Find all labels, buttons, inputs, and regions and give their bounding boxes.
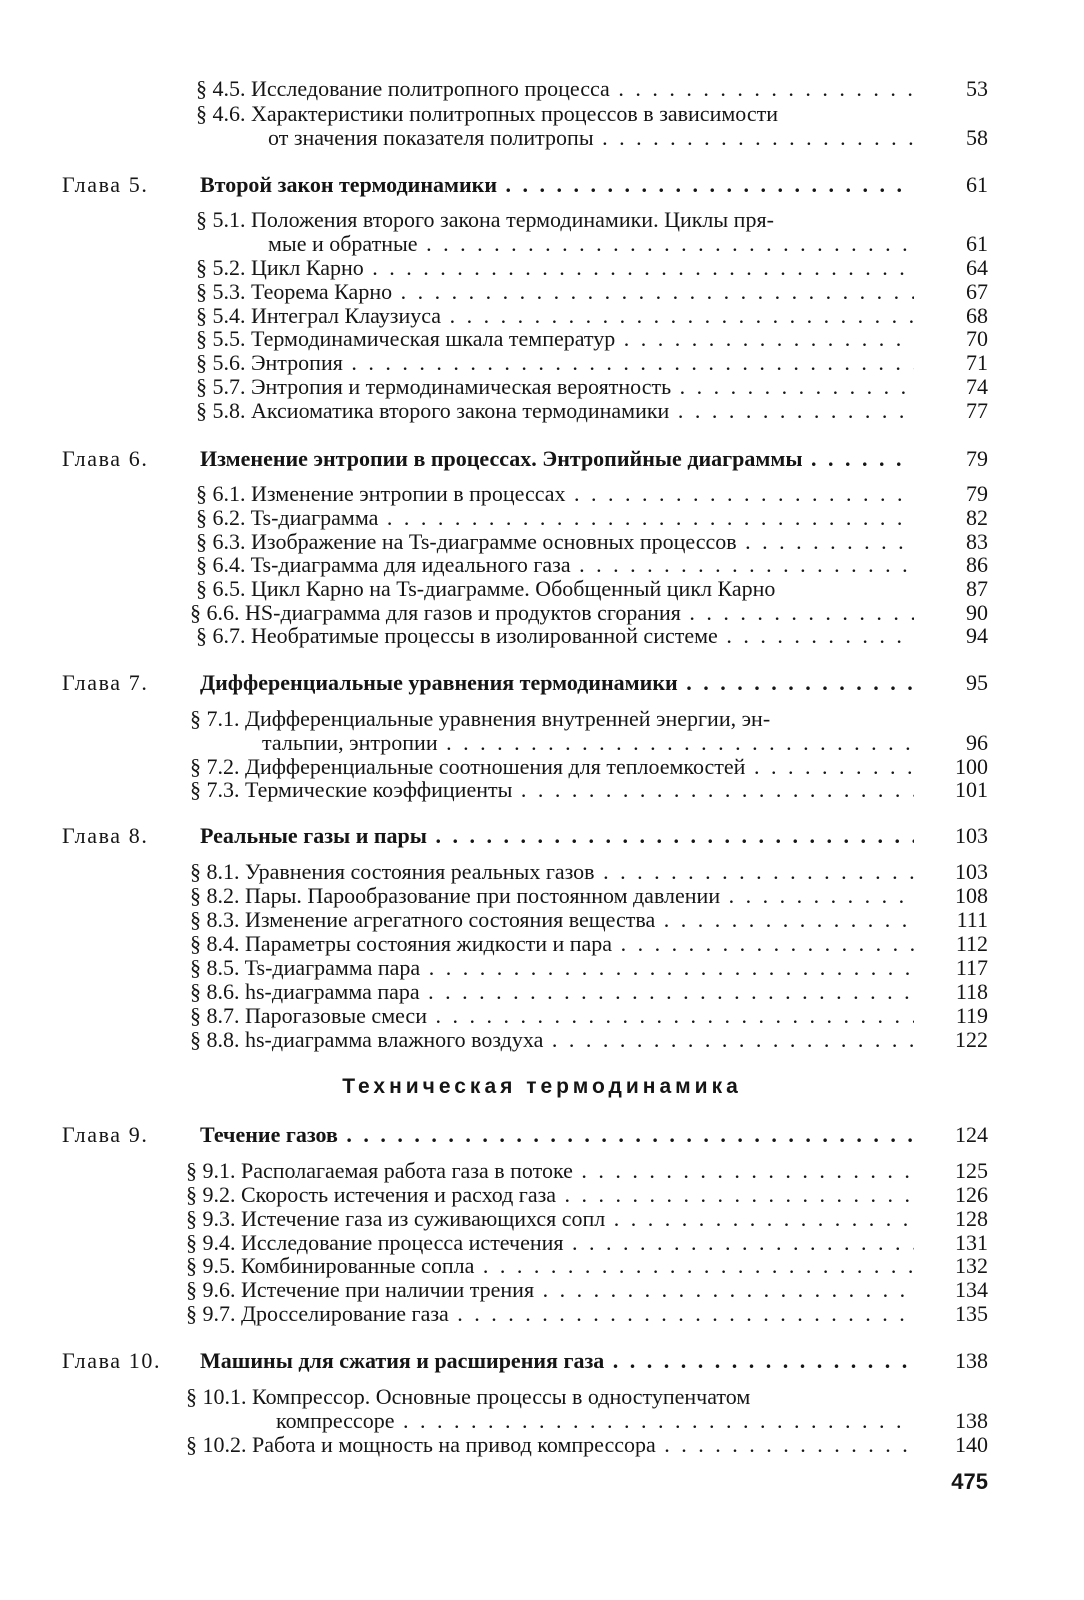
toc-section-entry [0, 256, 1084, 280]
section-title: § 5.2. Цикл Карно . . . [196, 256, 914, 280]
toc-section-entry [0, 506, 1084, 530]
toc-section-entry [0, 1278, 1084, 1302]
toc-section-entry [0, 102, 1084, 126]
section-title: § 5.6. Энтропия . . . [196, 351, 914, 375]
section-title: § 4.5. Исследование политропного процесса . . . [196, 77, 914, 101]
toc-section-entry [0, 755, 1084, 779]
page-ref: 108 [955, 883, 988, 908]
page-ref: 96 [966, 730, 988, 755]
page-ref: 135 [955, 1301, 988, 1326]
chapter-title: Изменение энтропии в процессах. Энтропийные диаграммы . . . [200, 447, 914, 471]
section-title: § 6.6. HS-диаграмма для газов и продуктов сгорания . . . [190, 601, 914, 625]
toc-section-entry [0, 232, 1084, 256]
chapter-label: Глава 9. [62, 1122, 149, 1147]
page-ref: 58 [966, 125, 988, 150]
toc-section-entry [0, 908, 1084, 932]
section-title: тальпии, энтропии . . . [262, 731, 914, 755]
toc-section-entry [0, 1028, 1084, 1052]
toc-section-entry [0, 1159, 1084, 1183]
toc-chapter-entry [0, 671, 1084, 695]
toc-section-entry [0, 1433, 1084, 1457]
toc-section-entry [0, 884, 1084, 908]
section-title: § 6.7. Необратимые процессы в изолированной системе . . . [196, 624, 914, 648]
page-ref: 94 [966, 623, 988, 648]
page-ref: 122 [955, 1027, 988, 1052]
toc-section-entry [0, 280, 1084, 304]
toc-section-entry [0, 351, 1084, 375]
section-title: § 10.2. Работа и мощность на привод компрессора . . . [186, 1433, 914, 1457]
toc-section-entry [0, 399, 1084, 423]
toc-section-entry [0, 553, 1084, 577]
section-title: § 5.8. Аксиоматика второго закона термодинамики . . . [196, 399, 914, 423]
page-ref: 61 [966, 172, 988, 197]
page-ref: 67 [966, 279, 988, 304]
toc-section-entry [0, 77, 1084, 101]
toc-chapter-entry [0, 447, 1084, 471]
page-ref: 103 [955, 823, 988, 848]
page-ref: 87 [966, 576, 988, 601]
section-title: § 5.7. Энтропия и термодинамическая вероятность . . . [196, 375, 914, 399]
page-ref: 126 [955, 1182, 988, 1207]
toc-section-entry [0, 860, 1084, 884]
toc-section-entry [0, 956, 1084, 980]
chapter-label: Глава 10. [62, 1348, 162, 1373]
section-title: § 9.2. Скорость истечения и расход газа . . . [186, 1183, 914, 1207]
page-ref: 140 [955, 1432, 988, 1457]
toc-section-entry [0, 208, 1084, 232]
toc-section-entry [0, 1231, 1084, 1255]
toc-section-entry [0, 731, 1084, 755]
page-ref: 61 [966, 231, 988, 256]
toc-section-entry [0, 327, 1084, 351]
toc-section-entry [0, 1004, 1084, 1028]
page-number: 475 [951, 1469, 988, 1494]
toc-section-entry [0, 375, 1084, 399]
section-title: § 6.3. Изображение на Ts-диаграмме основных процессов . . . [196, 530, 914, 554]
page-ref: 112 [955, 931, 988, 956]
toc-section-entry [0, 577, 1084, 601]
toc-section-entry [0, 1302, 1084, 1326]
page-ref: 111 [956, 907, 988, 932]
section-title: § 9.3. Истечение газа из суживающихся сопл . . . [186, 1207, 914, 1231]
chapter-label: Глава 5. [62, 172, 149, 197]
page-ref: 79 [966, 481, 988, 506]
toc-section-entry [0, 707, 1084, 731]
toc-section-entry [0, 126, 1084, 150]
page-ref: 117 [955, 955, 988, 980]
section-title: § 8.8. hs-диаграмма влажного воздуха . . . [190, 1028, 914, 1052]
page-ref: 79 [966, 446, 988, 471]
page-ref: 68 [966, 303, 988, 328]
toc-section-entry [0, 304, 1084, 328]
page-ref: 131 [955, 1230, 988, 1255]
section-title: § 5.4. Интеграл Клаузиуса . . . [196, 304, 914, 328]
section-title: от значения показателя политропы . . . [268, 126, 914, 150]
chapter-title: Реальные газы и пары . . . [200, 824, 914, 848]
toc-section-entry [0, 1254, 1084, 1278]
page-ref: 128 [955, 1206, 988, 1231]
chapter-title: Течение газов . . . [200, 1123, 914, 1147]
toc-section-entry [0, 932, 1084, 956]
page-ref: 103 [955, 859, 988, 884]
page-ref: 100 [955, 754, 988, 779]
toc-section-entry [0, 601, 1084, 625]
chapter-title: Второй закон термодинамики . . . [200, 173, 914, 197]
page-ref: 53 [966, 76, 988, 101]
part-heading: Техническая термодинамика [342, 1075, 742, 1098]
chapter-label: Глава 8. [62, 823, 149, 848]
toc-section-entry [0, 482, 1084, 506]
section-title: § 8.7. Парогазовые смеси . . . [190, 1004, 914, 1028]
toc-section-entry [0, 624, 1084, 648]
page-ref: 118 [955, 979, 988, 1004]
toc-chapter-entry [0, 1123, 1084, 1147]
page-ref: 138 [955, 1348, 988, 1373]
toc-section-entry [0, 1385, 1084, 1409]
page-ref: 86 [966, 552, 988, 577]
section-title: § 7.2. Дифференциальные соотношения для теплоемкостей . . . [190, 755, 914, 779]
page-ref: 83 [966, 529, 988, 554]
section-title: § 9.1. Располагаемая работа газа в потоке . . . [186, 1159, 914, 1183]
section-title: § 8.3. Изменение агрегатного состояния вещества . . . [190, 908, 914, 932]
section-title: § 4.6. Характеристики политропных процессов в зависимости [196, 102, 778, 126]
section-title: § 8.1. Уравнения состояния реальных газов . . . [190, 860, 914, 884]
section-title: § 5.5. Термодинамическая шкала температур . . . [196, 327, 914, 351]
chapter-title: Дифференциальные уравнения термодинамики . . . [200, 671, 914, 695]
page-ref: 95 [966, 670, 988, 695]
section-title: § 5.3. Теорема Карно . . . [196, 280, 914, 304]
chapter-label: Глава 7. [62, 670, 149, 695]
section-title: § 9.6. Истечение при наличии трения . . . [186, 1278, 914, 1302]
section-title: § 10.1. Компрессор. Основные процессы в одноступенчатом [186, 1385, 751, 1409]
section-title: § 6.5. Цикл Карно на Ts-диаграмме. Обобщенный цикл Карно [196, 577, 776, 601]
section-title: § 7.1. Дифференциальные уравнения внутренней энергии, эн- [190, 707, 771, 731]
page-ref: 77 [966, 398, 988, 423]
section-title: § 6.4. Ts-диаграмма для идеального газа . . . [196, 553, 914, 577]
section-title: § 8.2. Пары. Парообразование при постоянном давлении . . . [190, 884, 914, 908]
section-title: § 5.1. Положения второго закона термодинамики. Циклы пря- [196, 208, 774, 232]
section-title: компрессоре . . . [276, 1409, 914, 1433]
toc-chapter-entry [0, 824, 1084, 848]
section-title: мые и обратные . . . [268, 232, 914, 256]
page-ref: 124 [955, 1122, 988, 1147]
section-title: § 8.6. hs-диаграмма пара . . . [190, 980, 914, 1004]
toc-chapter-entry [0, 1349, 1084, 1373]
page-ref: 90 [966, 600, 988, 625]
chapter-label: Глава 6. [62, 446, 149, 471]
toc-section-entry [0, 980, 1084, 1004]
toc-section-entry [0, 1183, 1084, 1207]
section-title: § 8.4. Параметры состояния жидкости и пара . . . [190, 932, 914, 956]
section-title: § 6.2. Ts-диаграмма . . . [196, 506, 914, 530]
toc-chapter-entry [0, 173, 1084, 197]
chapter-title: Машины для сжатия и расширения газа . . . [200, 1349, 914, 1373]
page-ref: 101 [955, 777, 988, 802]
section-title: § 9.7. Дросселирование газа . . . [186, 1302, 914, 1326]
page-ref: 64 [966, 255, 988, 280]
page-ref: 134 [955, 1277, 988, 1302]
page-ref: 70 [966, 326, 988, 351]
page-ref: 132 [955, 1253, 988, 1278]
toc-section-entry [0, 1207, 1084, 1231]
section-title: § 8.5. Ts-диаграмма пара . . . [190, 956, 914, 980]
page-ref: 82 [966, 505, 988, 530]
section-title: § 9.5. Комбинированные сопла . . . [186, 1254, 914, 1278]
toc-section-entry [0, 778, 1084, 802]
section-title: § 7.3. Термические коэффициенты . . . [190, 778, 914, 802]
toc-section-entry [0, 1409, 1084, 1433]
page-ref: 138 [955, 1408, 988, 1433]
page-ref: 74 [966, 374, 988, 399]
page-ref: 125 [955, 1158, 988, 1183]
toc-section-entry [0, 530, 1084, 554]
section-title: § 9.4. Исследование процесса истечения . . . [186, 1231, 914, 1255]
section-title: § 6.1. Изменение энтропии в процессах . . . [196, 482, 914, 506]
page-ref: 119 [955, 1003, 988, 1028]
page-ref: 71 [966, 350, 988, 375]
